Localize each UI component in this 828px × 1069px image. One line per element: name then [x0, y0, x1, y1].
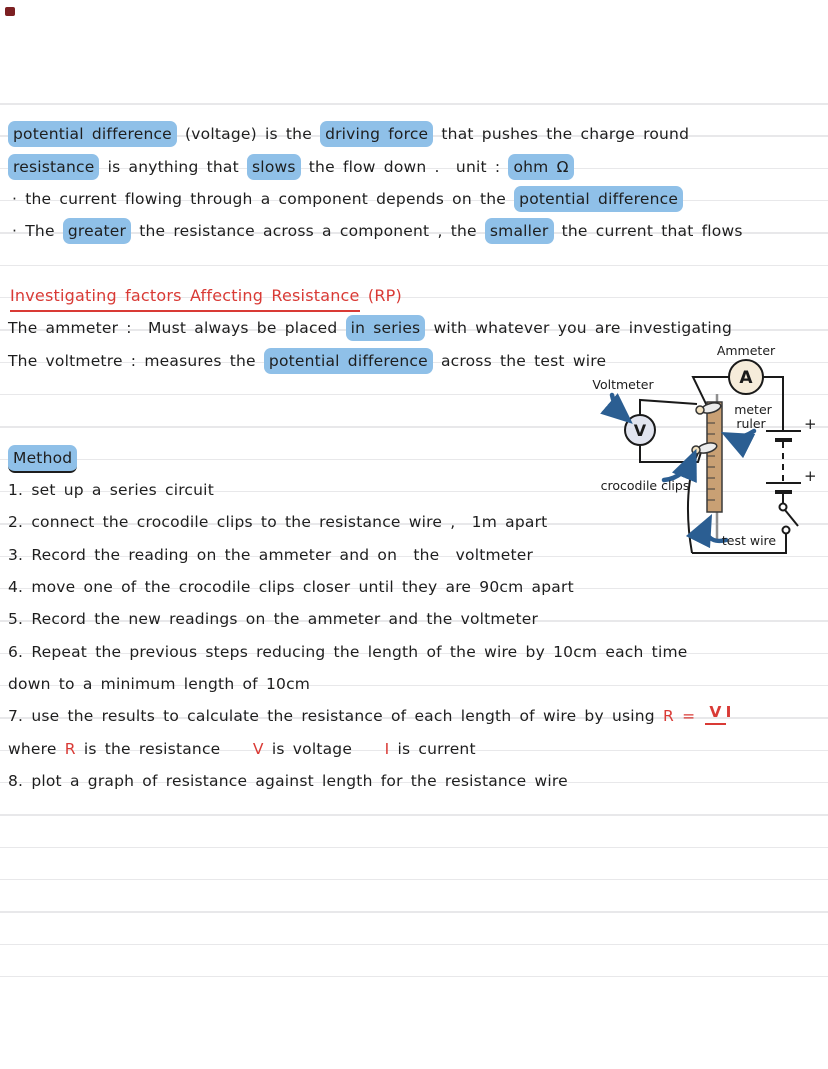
note-text: is current — [389, 740, 476, 758]
note-text: · The — [12, 222, 63, 240]
ruled-line — [0, 879, 828, 881]
ruled-line — [0, 944, 828, 946]
ruled-line — [0, 976, 828, 978]
note-text: 3. Record the reading on the ammeter and on the voltmeter — [8, 546, 534, 564]
ruled-line — [0, 265, 828, 267]
note-text: where — [8, 740, 65, 758]
method-step-8 — [8, 768, 568, 794]
highlighted-text: smaller — [485, 218, 554, 244]
meter-ruler — [707, 402, 722, 512]
note-line-resistance — [8, 154, 574, 180]
highlighted-text: potential difference — [8, 121, 177, 147]
note-text: is the resistance — [75, 740, 253, 758]
meter-ruler-label-line2: ruler — [736, 416, 766, 431]
note-text: is voltage — [263, 740, 385, 758]
red-ink-text: Investigating factors Affecting Resistance — [10, 283, 360, 312]
note-text: 8. plot a graph of resistance against length for the resistance wire — [8, 772, 568, 790]
note-text: The ammeter : Must always be placed — [8, 319, 346, 337]
crocodile-clips-arrow — [664, 457, 693, 480]
highlighted-text: greater — [63, 218, 131, 244]
note-text: across the test wire — [432, 352, 607, 370]
ammeter-label: Ammeter — [716, 343, 776, 358]
highlighted-text: slows — [247, 154, 301, 180]
method-step-1 — [8, 477, 214, 503]
note-text: · the current flowing through a component depends on the — [12, 190, 515, 208]
note-line-current-depends — [12, 186, 683, 212]
crocodile-clips-label: crocodile clips — [600, 478, 690, 493]
red-ink-text: V — [252, 740, 264, 758]
method-heading — [8, 445, 77, 471]
note-text: is anything that — [99, 158, 248, 176]
note-line-potential-difference — [8, 121, 689, 147]
battery-plus-sign: + — [804, 467, 817, 485]
method-step-2 — [8, 509, 547, 535]
formula-fraction: V I — [705, 703, 731, 725]
ruled-line — [0, 847, 828, 849]
highlighted-text: Method — [8, 445, 77, 473]
red-ink-text: I — [384, 740, 390, 758]
note-line-greater-resistance — [12, 218, 743, 244]
note-text: 1. set up a series circuit — [8, 481, 214, 499]
meter-ruler-arrow — [729, 431, 754, 438]
method-step-6b — [8, 671, 310, 697]
switch-contact-top — [780, 504, 787, 511]
method-step-5 — [8, 606, 538, 632]
note-text: 6. Repeat the previous steps reducing the length of the wire by 10cm each time — [8, 643, 688, 661]
highlighted-text: ohm Ω — [508, 154, 573, 180]
test-wire-label: test wire — [721, 533, 777, 548]
method-step-7 — [8, 703, 732, 729]
note-text: The voltmetre : measures the — [8, 352, 264, 370]
circuit-diagram — [585, 338, 828, 565]
highlighted-text: in series — [346, 315, 426, 341]
note-text: down to a minimum length of 10cm — [8, 675, 311, 693]
note-text: the resistance across a component , the — [131, 222, 485, 240]
ruled-line — [0, 103, 828, 105]
highlighted-text: driving force — [320, 121, 433, 147]
note-text: 2. connect the crocodile clips to the resistance wire , 1m apart — [8, 513, 548, 531]
meter-ruler-label-line1: meter — [734, 402, 772, 417]
note-text: 5. Record the new readings on the ammeter and the voltmeter — [8, 610, 539, 628]
note-text: with whatever you are investigating — [425, 319, 732, 337]
note-text: that pushes the charge round — [433, 125, 690, 143]
note-line-voltmeter — [8, 348, 606, 374]
red-ink-text: R = — [662, 707, 704, 725]
method-step-6 — [8, 639, 687, 665]
corner-mark — [5, 7, 15, 16]
switch-contact-bottom — [783, 527, 790, 534]
note-text: 7. use the results to calculate the resistance of each length of wire by using — [8, 707, 663, 725]
battery-plus-sign: + — [804, 415, 817, 433]
highlighted-text: potential difference — [514, 186, 683, 212]
highlighted-text: potential difference — [264, 348, 433, 374]
highlighted-text: resistance — [8, 154, 99, 180]
method-step-7b — [8, 736, 476, 762]
red-ink-text: (RP) — [359, 286, 402, 305]
voltmeter-letter: V — [633, 421, 647, 440]
note-text: (voltage) is the — [176, 125, 321, 143]
note-text: 4. move one of the crocodile clips closer until they are 90cm apart — [8, 578, 574, 596]
note-text: the current that flows — [553, 222, 743, 240]
method-step-4 — [8, 574, 574, 600]
ruled-line — [0, 911, 828, 913]
method-step-3 — [8, 542, 533, 568]
red-ink-text: R — [64, 740, 76, 758]
voltmeter-arrow — [612, 395, 626, 418]
note-text: the flow down . unit : — [300, 158, 509, 176]
ruled-line — [0, 814, 828, 816]
voltmeter-label: Voltmeter — [592, 377, 654, 392]
section-heading — [10, 283, 402, 309]
ammeter-letter: A — [739, 368, 753, 388]
